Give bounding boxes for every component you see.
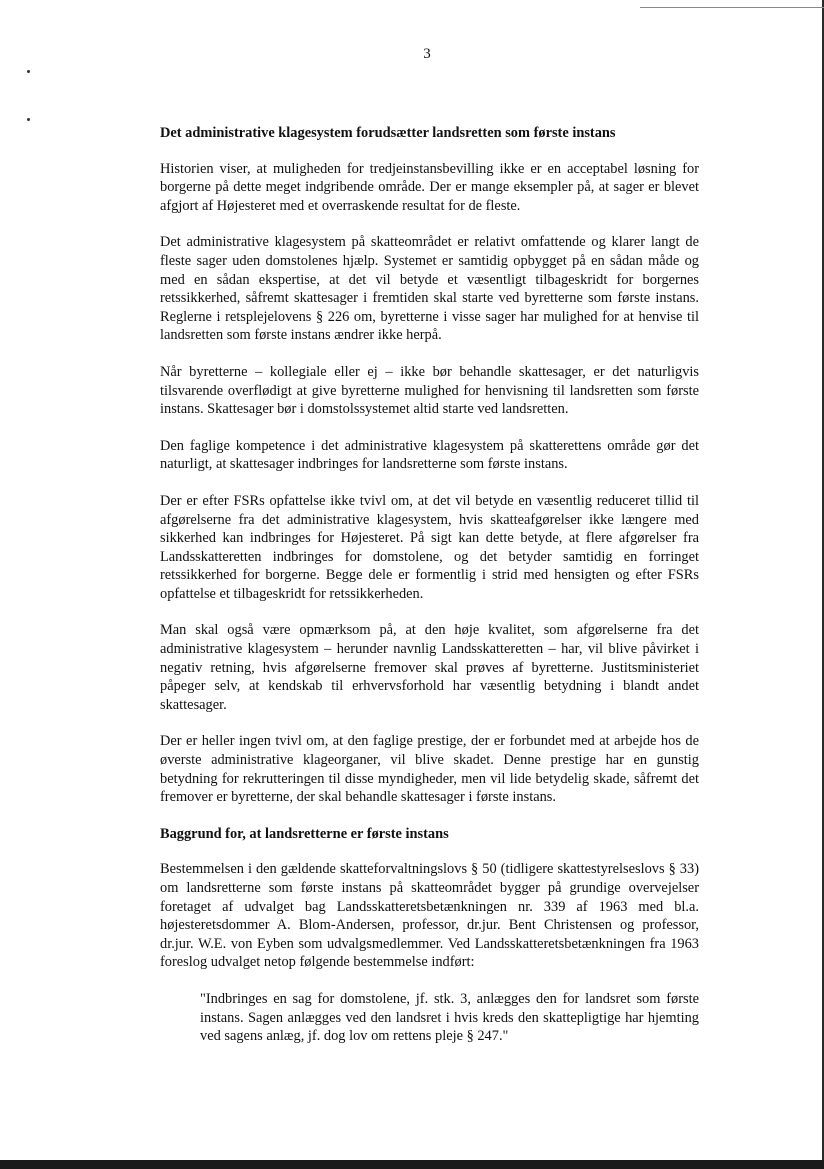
block-quote: "Indbringes en sag for domstolene, jf. stk. 3, anlægges den for landsret som første instans. Sagen anlægges ved den landsret i hvis kreds den skattepligtige har hjemting ved sagens anlæg, jf. dog lov om rettens pleje § 247." (200, 990, 699, 1045)
margin-mark (27, 118, 30, 121)
body-paragraph: Man skal også være opmærksom på, at den høje kvalitet, som afgørelserne fra det administrative klagesystem – herunder navnlig Landsskatteretten – har, vil blive påvirket i negativ retning, hvis afgørelserne fremover skal prøves af byretterne. Justitsministeriet påpeger selv, at kendskab til erhvervsforhold har væsentlig betydning i blandt andet skattesager. (160, 622, 699, 713)
body-paragraph: Historien viser, at muligheden for tredjeinstansbevilling ikke er en acceptabel løsning for borgerne på dette meget indgribende område. Der er mange eksempler på, at sager er blevet afgjort af Højesteret med et overraskende resultat for de fleste. (160, 160, 699, 214)
section-heading: Det administrative klagesystem forudsætter landsretten som første instans (160, 125, 616, 141)
body-paragraph: Den faglige kompetence i det administrative klagesystem på skatterettens område gør det naturligt, at skattesager indbringes for landsretterne som første instans. (160, 437, 699, 473)
page-frame-bottom-rule (0, 1160, 824, 1169)
document-body (160, 124, 699, 1046)
body-paragraph: Der er heller ingen tvivl om, at den faglige prestige, der er forbundet med at arbejde hos de øverste administrative klageorganer, vil blive skadet. Denne prestige har en gunstig betydning for rekrutteringen til disse myndigheder, men vil lide betydelig skade, såfremt det fremover er byretterne, der skal behandle skattesager i første instans. (160, 733, 699, 806)
body-paragraph: Når byretterne – kollegiale eller ej – ikke bør behandle skattesager, er det naturligvis tilsvarende overflødigt at give byretterne mulighed for henvisning til landsretten som første instans. Skattesager bør i domstolssystemet altid starte ved landsretten. (160, 363, 699, 418)
body-paragraph: Der er efter FSRs opfattelse ikke tvivl om, at det vil betyde en væsentlig reduceret tillid til afgørelserne fra det administrative klagesystem, hvis skatteafgørelser ikke længere med sikkerhed kan indbringes for Højesteret. På sigt kan dette betyde, at flere afgørelser fra Landsskatteretten indbringes for domstolene, og det betyder samtidig en forringet retssikkerhed for borgerne. Begge dele er formentlig i strid med hensigten og efter FSRs opfattelse et tilbageskridt for retssikkerheden. (160, 492, 699, 602)
page-frame-top-rule (640, 7, 824, 8)
section-heading: Baggrund for, at landsretterne er første instans (160, 825, 449, 842)
body-paragraph: Bestemmelsen i den gældende skatteforvaltningslovs § 50 (tidligere skattestyrelseslovs § 33) om landsretterne som første instans på skatteområdet bygger på grundige overvejelser foretaget af udvalget bag Landsskatteretsbetænkningen nr. 339 af 1963 med bl.a. højesteretsdommer A. Blom-Andersen, professor, dr.jur. Bent Christensen og professor, dr.jur. W.E. von Eyben som udvalgsmedlemmer. Ved Landsskatteretsbetænkningen fra 1963 foreslog udvalget netop følgende bestemmelse indført: (160, 861, 699, 971)
margin-mark (27, 70, 30, 73)
body-paragraph: Det administrative klagesystem på skatteområdet er relativt omfattende og klarer langt de fleste sager uden domstolenes hjælp. Systemet er samtidig opbygget på en sådan måde og med en sådan ekspertise, at det vil betyde et væsentligt tilbageskridt for borgernes retssikkerhed, såfremt skattesager i fremtiden skal starte ved byretterne som første instans. Reglerne i retsplejelovens § 226 om, byretterne i visse sager har mulighed for at henvise til landsretten som første instans ændrer ikke herpå. (160, 234, 699, 344)
page-number: 3 (423, 46, 431, 62)
